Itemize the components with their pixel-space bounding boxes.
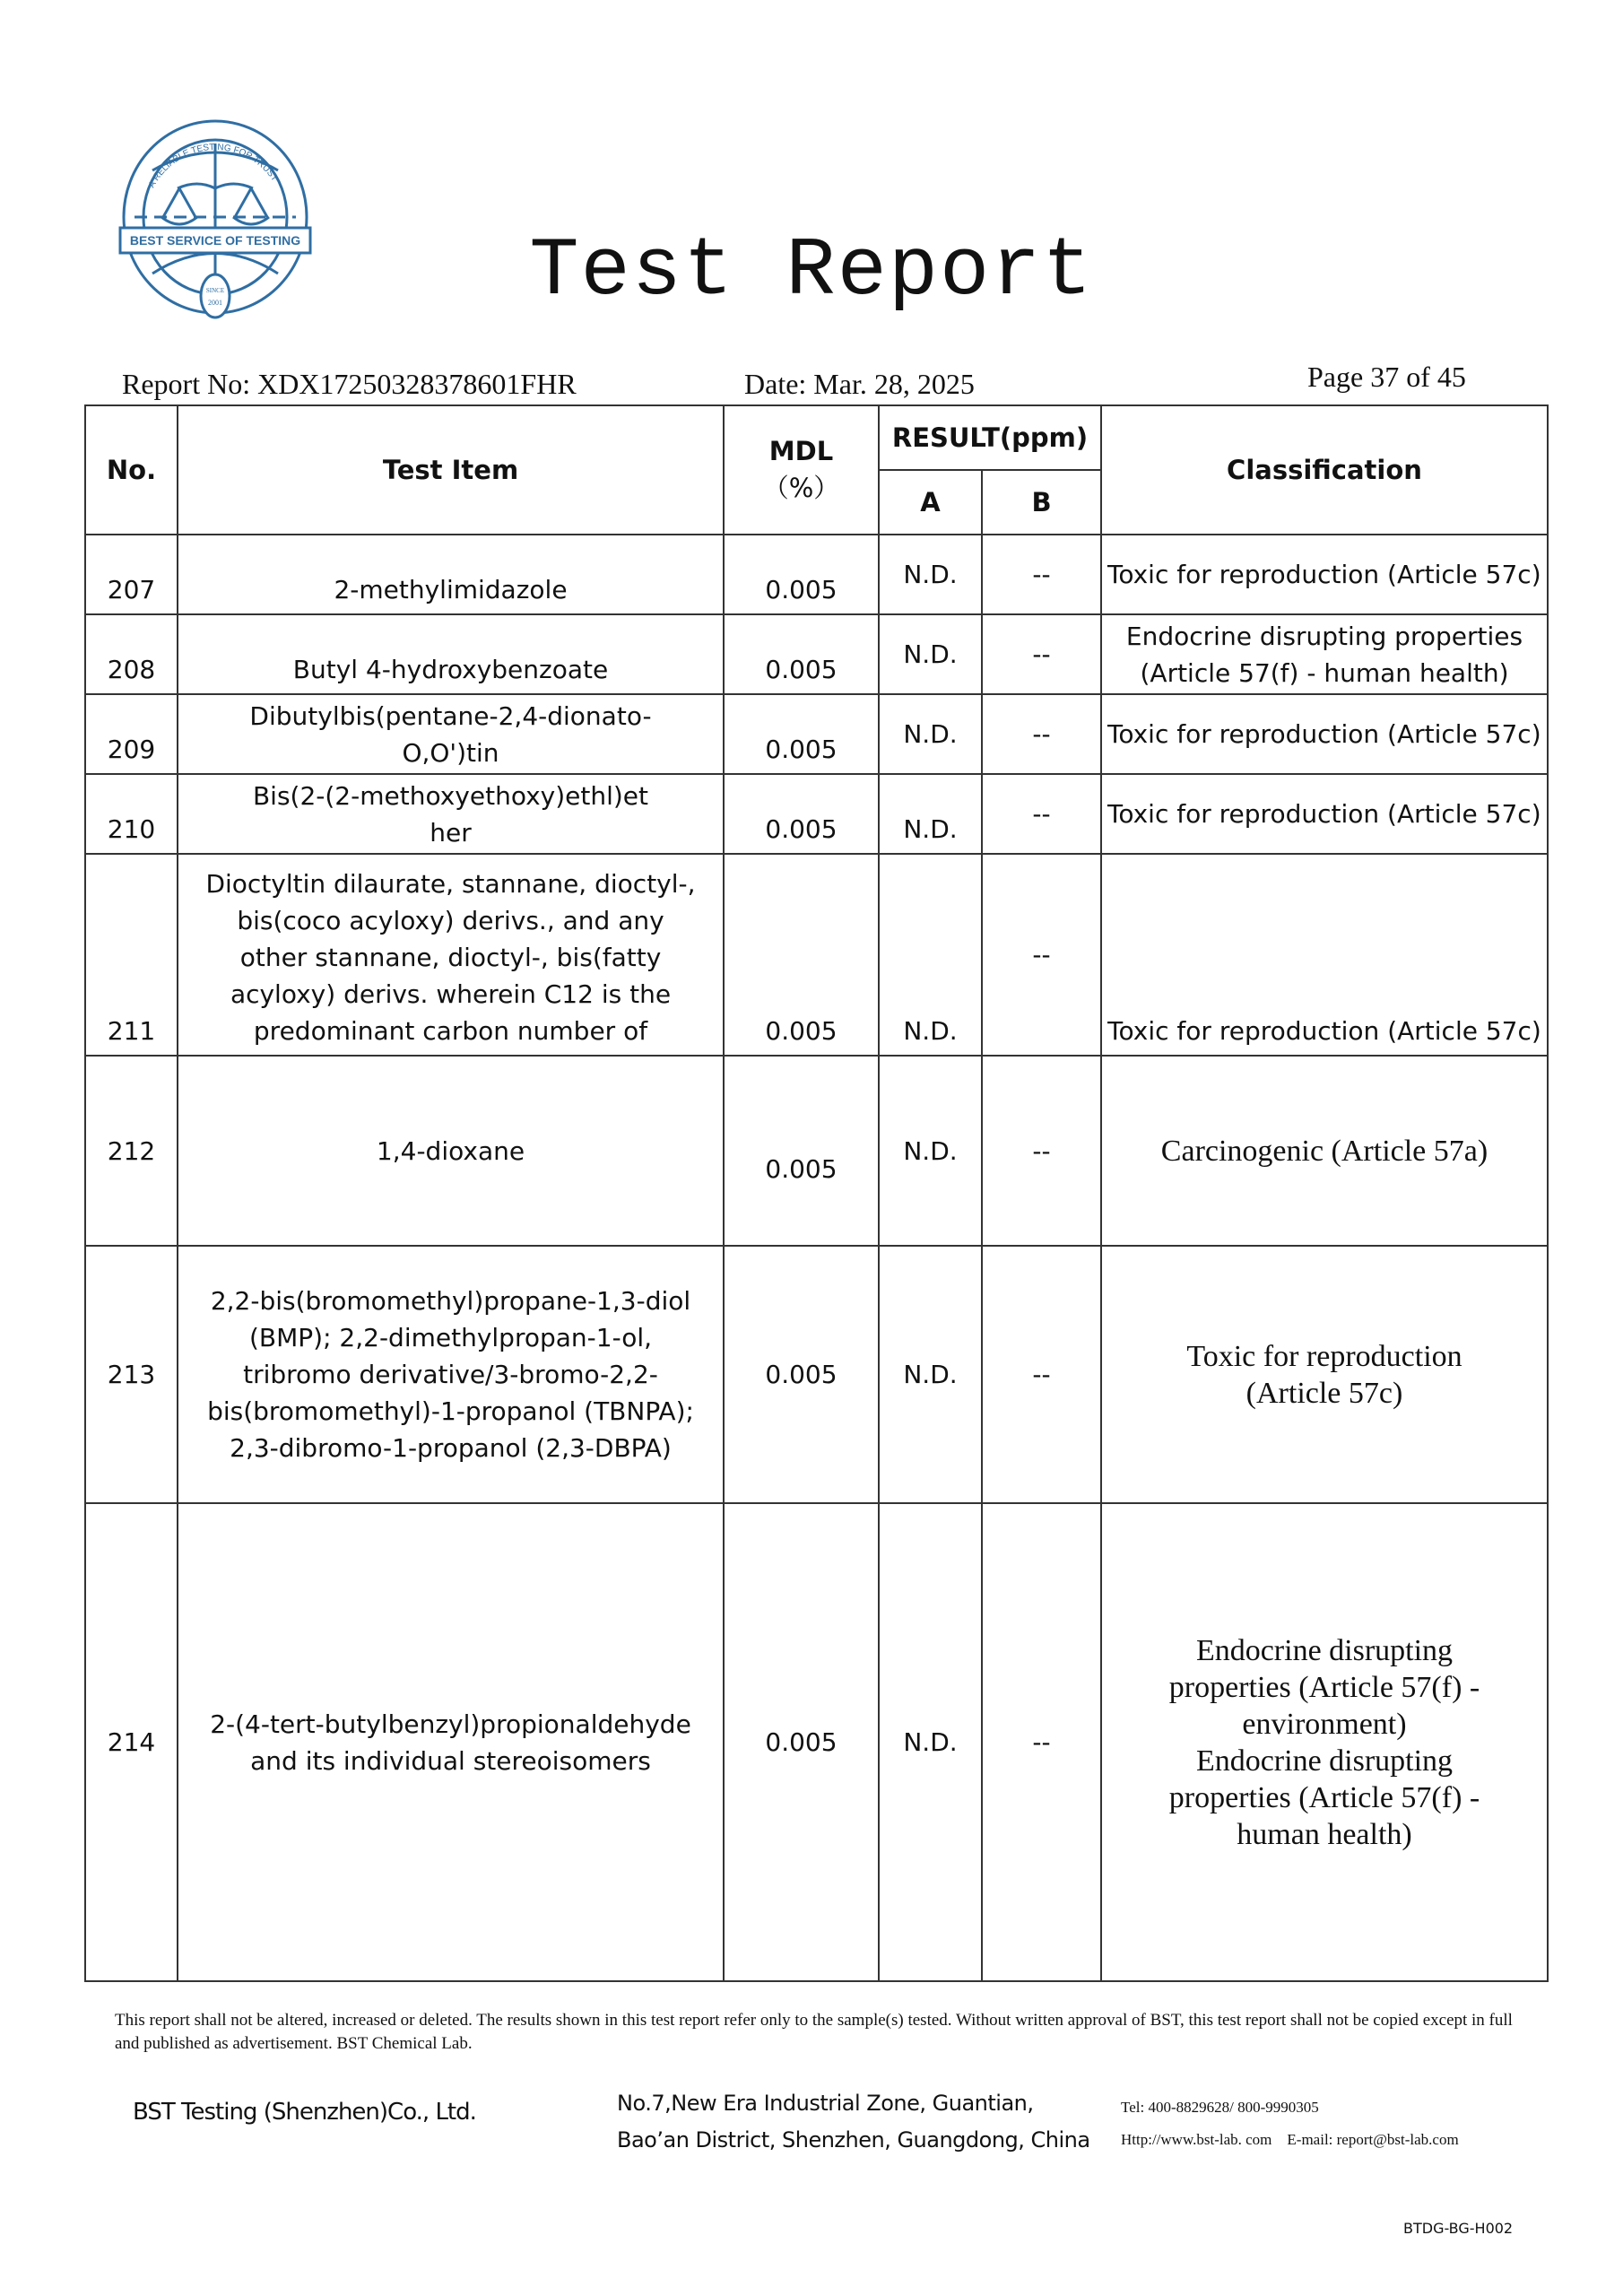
col-header-b: B xyxy=(982,470,1101,535)
svg-text:SINCE: SINCE xyxy=(205,287,225,294)
report-date: Date: Mar. 28, 2025 xyxy=(744,368,975,400)
col-header-test-item: Test Item xyxy=(178,405,724,535)
table-row: 211 Dioctyltin dilaurate, stannane, dioctyl-, bis(coco acyloxy) derivs., and any other stannane, dioctyl-, bis(fatty acyloxy) derivs. wherein C12 is the predominant carbon number of 0.005 N.D. -- Toxic for reproduction (Article 57c) xyxy=(85,854,1548,1056)
table-row: 208 Butyl 4-hydroxybenzoate 0.005 N.D. -- Endocrine disrupting properties (Article 57(f) - human health) xyxy=(85,614,1548,694)
company-name: BST Testing (Shenzhen)Co., Ltd. xyxy=(133,2099,476,2126)
company-address: No.7,New Era Industrial Zone, Guantian, Bao’an District, Shenzhen, Guangdong, China xyxy=(617,2091,1090,2152)
disclaimer-text: This report shall not be altered, increased or deleted. The results shown in this test report refer only to the sample(s) tested. Without written approval of BST, this test report shall not be copied except in full and published as advertisement. BST Chemical Lab. xyxy=(115,2011,1513,2053)
classification-line: Endocrine disrupting properties (Article 57(f) - human health) xyxy=(1168,1744,1480,1851)
classification-line: Endocrine disrupting properties (Article 57(f) - environment) xyxy=(1168,1633,1480,1741)
col-header-mdl: MDL （%） xyxy=(724,405,879,535)
table-row: 207 2-methylimidazole 0.005 N.D. -- Toxic for reproduction (Article 57c) xyxy=(85,535,1548,614)
svg-text:2001: 2001 xyxy=(208,299,222,307)
report-number: Report No: XDX17250328378601FHR xyxy=(122,368,577,400)
svg-text:BEST SERVICE OF TESTING: BEST SERVICE OF TESTING xyxy=(129,233,301,248)
table-row: 213 2,2-bis(bromomethyl)propane-1,3-diol (BMP); 2,2-dimethylpropan-1-ol, tribromo derivative/3-bromo-2,2-bis(bromomethyl)-1-propanol (TBNPA); 2,3-dibromo-1-propanol (2,3-DBPA) 0.005 N.D. -- Toxic for reproduction (Article 57c) xyxy=(85,1246,1548,1503)
svg-text:A RELIABLE TESTING FOR TRUST: A RELIABLE TESTING FOR TRUST xyxy=(146,142,280,190)
company-contact: Tel: 400-8829628/ 800-9990305 Http://www.bst-lab. com E-mail: report@bst-lab.com xyxy=(1121,2099,1459,2148)
table-row: 212 1,4-dioxane 0.005 N.D. -- Carcinogenic (Article 57a) xyxy=(85,1056,1548,1246)
form-code: BTDG-BG-H002 xyxy=(1403,2220,1514,2237)
page-title: Test Report xyxy=(529,224,1094,318)
col-header-classification: Classification xyxy=(1101,405,1548,535)
col-header-a: A xyxy=(879,470,982,535)
page-number: Page 37 of 45 xyxy=(1307,361,1466,393)
col-header-result: RESULT(ppm) xyxy=(879,405,1101,470)
table-row: 210 Bis(2-(2-methoxyethoxy)ethl)ether 0.005 N.D. -- Toxic for reproduction (Article 57c) xyxy=(85,774,1548,854)
table-row: 214 2-(4-tert-butylbenzyl)propionaldehyde and its individual stereoisomers 0.005 N.D. -- Endocrine disrupting properties (Article 57(f) - environment) Endocrine disrupting properties (Article 57(f) - human health) xyxy=(85,1503,1548,1981)
table-row: 209 Dibutylbis(pentane-2,4-dionato-O,O')tin 0.005 N.D. -- Toxic for reproduction (Article 57c) xyxy=(85,694,1548,774)
col-header-no: No. xyxy=(85,405,178,535)
results-table xyxy=(84,404,1549,1982)
table-header-row xyxy=(85,405,1548,470)
